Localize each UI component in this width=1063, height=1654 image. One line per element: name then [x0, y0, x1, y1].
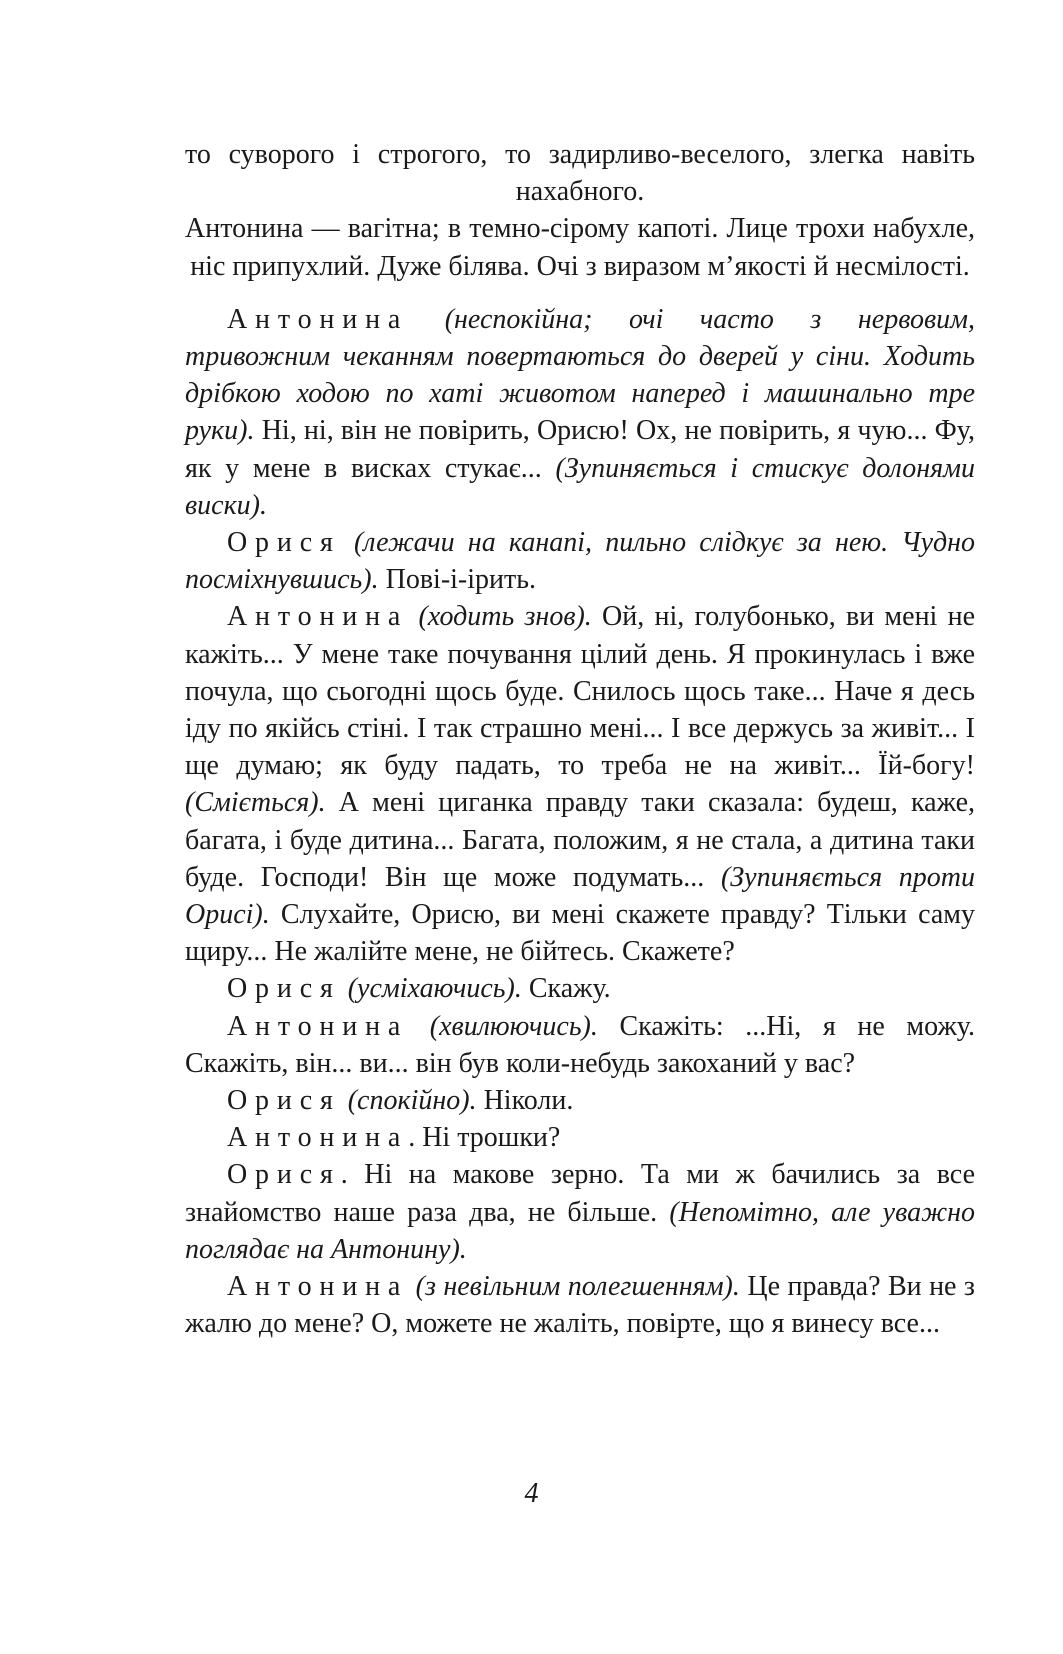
speech-text: Ніколи.	[476, 1085, 574, 1117]
speech-text: Це правда? Ви не з жалю до мене? О, можете не жаліть, повірте, що я винесу все...	[185, 1271, 975, 1340]
stage-remark: (Зупиняється проти Орисі).	[185, 861, 975, 931]
stage-remark: (усміхаючись).	[340, 973, 522, 1005]
dialogue-line	[185, 1268, 975, 1342]
stage-remark: (лежачи на канапі, пильно слідкує за нею. Чудно посміхнувшись).	[185, 527, 975, 596]
stage-remark: (ходить знов).	[408, 601, 592, 633]
speaker-name: Орися	[227, 1159, 341, 1191]
stage-direction-1: то суворого і строгого, то задирливо-веселого, злегка навіть нахабного.	[185, 139, 975, 208]
dialogue-line	[185, 1008, 975, 1082]
dialogue	[185, 301, 975, 1343]
speaker-name: Антонина	[227, 1271, 409, 1303]
stage-remark: (хвилюючись).	[408, 1010, 598, 1042]
speech-text: Пові-і-ірить.	[378, 564, 537, 596]
stage-remark: (Непомітно, але уважно поглядає на Антонину).	[185, 1196, 975, 1265]
speaker-name: Антонина	[227, 303, 409, 335]
dialogue-line	[185, 524, 975, 598]
dialogue-line	[185, 970, 975, 1007]
speech-text: Скажу.	[521, 973, 611, 1005]
speech-text: А мені циганка правду таки сказала: будеш, каже, багата, і буде дитина... Багата, положим, я не стала, а дитина таки буде. Господи! Він ще може подумать...	[185, 787, 975, 893]
spacer	[185, 285, 975, 301]
stage-remark: (неспокійна; очі часто з нервовим, тривожним чеканням повертаються до дверей у сіни. Ходить дрібкою ходою по хаті животом наперед і машинально тре руки).	[185, 303, 975, 447]
dialogue-line	[185, 301, 975, 524]
speech-text: . Ні на макове зерно. Та ми ж бачились за все знайомство наше раза два, не більше.	[185, 1159, 975, 1228]
text-block	[185, 136, 975, 1343]
dialogue-line	[185, 598, 975, 970]
speaker-name: Антонина	[227, 1122, 409, 1154]
speech-text: Слухайте, Орисю, ви мені скажете правду? Тільки саму щиру... Не жалійте мене, не бійтесь. Скажете?	[185, 899, 975, 968]
speech-text: . Ні трошки?	[408, 1122, 561, 1154]
speaker-name: Орися	[227, 1085, 341, 1117]
stage-remark: (спокійно).	[340, 1085, 477, 1117]
speaker-name: Орися	[227, 527, 341, 559]
speech-text: Скажіть: ...Ні, я не можу. Скажіть, він... ви... він був коли-небудь закоханий у вас?	[185, 1010, 975, 1079]
stage-remark: (Сміється).	[185, 787, 326, 819]
stage-direction-2: Антонина — вагітна; в темно-сірому капоті. Лице трохи набухле, ніс припухлий. Дуже білява. Очі з виразом м’якості й несмілості.	[185, 213, 975, 282]
speech-text: Ні, ні, він не повірить, Орисю! Ох, не повірить, я чую... Фу, як у мене в висках стукає...	[185, 415, 975, 484]
dialogue-line	[185, 1082, 975, 1119]
speaker-name: Антонина	[227, 1010, 409, 1042]
speaker-name: Орися	[227, 973, 341, 1005]
stage-remark: (Зупиняється і стискує долонями виски).	[185, 452, 975, 521]
speaker-name: Антонина	[227, 601, 409, 633]
dialogue-line	[185, 1119, 975, 1156]
page-number: 4	[524, 1478, 539, 1509]
stage-remark: (з невільним полегшенням).	[408, 1271, 740, 1303]
dialogue-line	[185, 1156, 975, 1268]
speech-text: Ой, ні, голубонько, ви мені не кажіть... У мене таке почування цілий день. Я прокинулась і вже почула, що сьогодні щось буде. Снилось щось таке... Наче я десь іду по якійсь стіні. І так страшно мені... І все держусь за живіт... І ще думаю; як буду падать, то треба не на живіт... Їй-богу!	[185, 601, 975, 782]
